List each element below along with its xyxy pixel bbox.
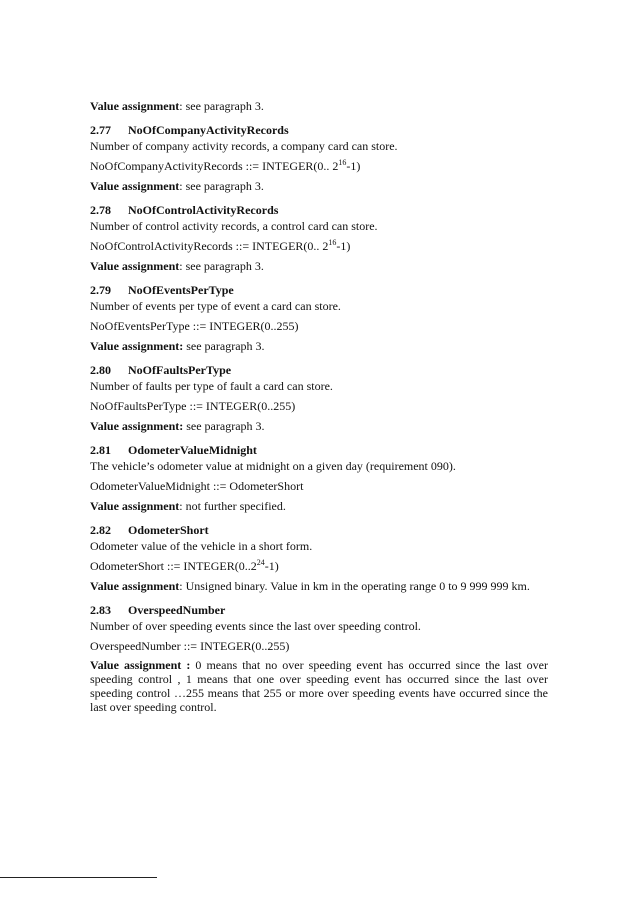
- section-2-81: [90, 442, 550, 514]
- type-definition: OdometerShort ::= $INTEGER(0..2^{24}-1)$: [90, 558, 279, 573]
- value-assignment-line: Value assignment: see paragraph 3.: [90, 419, 265, 433]
- section-description: The vehicle’s odometer value at midnight on a given day (requirement 090).: [90, 459, 456, 473]
- footnote-divider: [0, 877, 157, 878]
- value-assignment-line: Value assignment: not further specified.: [90, 499, 286, 513]
- type-definition: NoOfControlActivityRecords ::= INTEGER(0.. $2^{16}-1$): [90, 238, 351, 253]
- section-2-82: [90, 522, 550, 594]
- type-definition: OverspeedNumber ::= INTEGER(0..255): [90, 639, 290, 653]
- section-heading: 2.78 NoOfControlActivityRecords: [90, 203, 279, 217]
- value-assignment-line: Value assignment: see paragraph 3.: [90, 259, 264, 273]
- section-2-78: [90, 202, 550, 274]
- section-heading: 2.81 OdometerValueMidnight: [90, 443, 257, 457]
- value-assignment-line: Value assignment: see paragraph 3.: [90, 339, 265, 353]
- type-definition: NoOfCompanyActivityRecords ::= INTEGER(0.. $2^{16}-1$): [90, 158, 361, 173]
- section-2-77: [90, 122, 550, 194]
- section-heading: 2.83 OverspeedNumber: [90, 603, 226, 617]
- value-assignment-paragraph: Value assignment : 0 means that no over speeding event has occurred since the last over speeding control , 1 means that one over speeding event has occurred since the last over speeding control …255 means that 255 or more over speeding events have occurred since the last over speeding control.: [90, 658, 549, 714]
- section-description: Number of faults per type of fault a card can store.: [90, 379, 333, 393]
- section-description: Number of company activity records, a company card can store.: [90, 139, 398, 153]
- section-description: Number of control activity records, a control card can store.: [90, 219, 378, 233]
- value-assignment-line: Value assignment: Unsigned binary. Value in km in the operating range 0 to 9 999 999 km.: [90, 579, 530, 593]
- section-2-79: [90, 282, 550, 354]
- section-2-83: [90, 602, 550, 714]
- type-definition: NoOfEventsPerType ::= INTEGER(0..255): [90, 319, 299, 333]
- section-description: Odometer value of the vehicle in a short form.: [90, 539, 313, 553]
- value-assignment-line: Value assignment: see paragraph 3.: [90, 99, 264, 113]
- section-heading: 2.79 NoOfEventsPerType: [90, 283, 234, 297]
- section-heading: 2.82 OdometerShort: [90, 523, 209, 537]
- section-heading: 2.77 NoOfCompanyActivityRecords: [90, 123, 289, 137]
- value-assignment-line: Value assignment: see paragraph 3.: [90, 179, 264, 193]
- document-page: [90, 98, 550, 714]
- section-heading: 2.80 NoOfFaultsPerType: [90, 363, 232, 377]
- section-2-80: [90, 362, 550, 434]
- section-description: Number of over speeding events since the last over speeding control.: [90, 619, 421, 633]
- type-definition: NoOfFaultsPerType ::= INTEGER(0..255): [90, 399, 296, 413]
- type-definition: OdometerValueMidnight ::= OdometerShort: [90, 479, 304, 493]
- section-description: Number of events per type of event a card can store.: [90, 299, 341, 313]
